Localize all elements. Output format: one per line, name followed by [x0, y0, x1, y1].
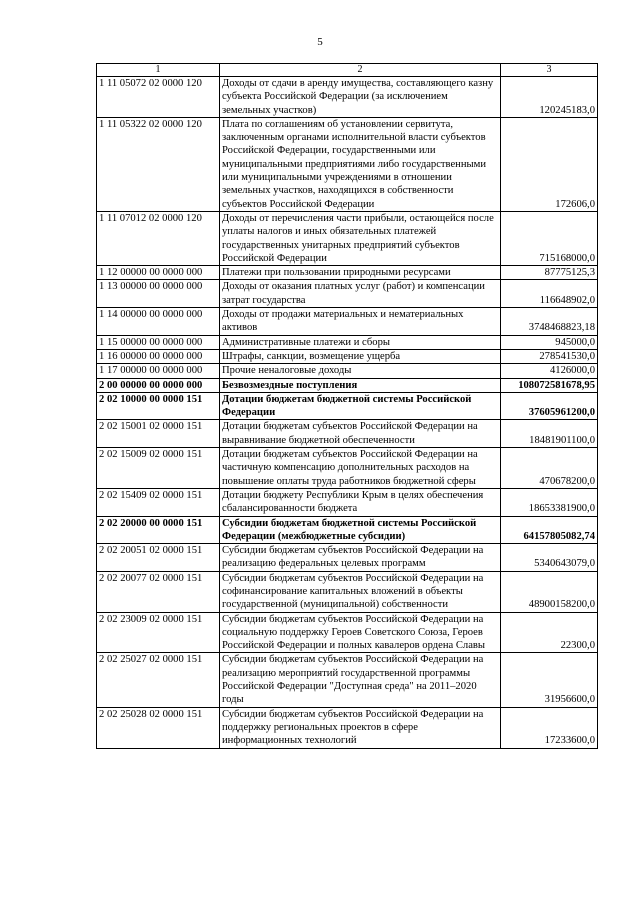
column-header-1: 1 [97, 64, 220, 77]
code-cell: 1 11 05322 02 0000 120 [97, 117, 220, 211]
name-cell: Субсидии бюджетам бюджетной системы Российской Федерации (межбюджетные субсидии) [220, 516, 501, 544]
revenue-table [96, 63, 598, 749]
code-cell: 1 11 05072 02 0000 120 [97, 77, 220, 118]
name-cell: Дотации бюджетам бюджетной системы Российской Федерации [220, 392, 501, 420]
value-cell: 18481901100,0 [501, 420, 598, 448]
name-cell: Прочие неналоговые доходы [220, 364, 501, 378]
value-cell: 18653381900,0 [501, 488, 598, 516]
table-row [97, 211, 598, 265]
value-cell: 120245183,0 [501, 77, 598, 118]
value-cell: 31956600,0 [501, 653, 598, 707]
value-cell: 48900158200,0 [501, 571, 598, 612]
value-cell: 108072581678,95 [501, 378, 598, 392]
code-cell: 2 02 15409 02 0000 151 [97, 488, 220, 516]
table-row [97, 392, 598, 420]
code-cell: 1 15 00000 00 0000 000 [97, 335, 220, 349]
code-cell: 2 02 20000 00 0000 151 [97, 516, 220, 544]
value-cell: 64157805082,74 [501, 516, 598, 544]
table-row [97, 364, 598, 378]
table-row [97, 308, 598, 336]
name-cell: Безвозмездные поступления [220, 378, 501, 392]
value-cell: 470678200,0 [501, 448, 598, 489]
table-row [97, 707, 598, 748]
name-cell: Плата по соглашениям об установлении сервитута, заключенным органами исполнительной власти субъектов Российской Федерации, государственными или муниципальными предприятиями либо государственными или муниципальными учреждениями в отношении земельных участков, находящихся в собственности субъектов Российской Федерации [220, 117, 501, 211]
code-cell: 1 14 00000 00 0000 000 [97, 308, 220, 336]
table-row [97, 516, 598, 544]
table-row [97, 280, 598, 308]
table-row [97, 448, 598, 489]
name-cell: Дотации бюджету Республики Крым в целях обеспечения сбалансированности бюджета [220, 488, 501, 516]
name-cell: Дотации бюджетам субъектов Российской Федерации на выравнивание бюджетной обеспеченности [220, 420, 501, 448]
value-cell: 5340643079,0 [501, 544, 598, 572]
name-cell: Субсидии бюджетам субъектов Российской Федерации на поддержку региональных проектов в сфере информационных технологий [220, 707, 501, 748]
value-cell: 4126000,0 [501, 364, 598, 378]
value-cell: 116648902,0 [501, 280, 598, 308]
name-cell: Доходы от оказания платных услуг (работ) и компенсации затрат государства [220, 280, 501, 308]
code-cell: 2 02 20077 02 0000 151 [97, 571, 220, 612]
name-cell: Субсидии бюджетам субъектов Российской Федерации на реализацию федеральных целевых программ [220, 544, 501, 572]
code-cell: 2 02 23009 02 0000 151 [97, 612, 220, 653]
name-cell: Административные платежи и сборы [220, 335, 501, 349]
table-row [97, 378, 598, 392]
name-cell: Субсидии бюджетам субъектов Российской Федерации на софинансирование капитальных вложений в объекты государственной (муниципальной) собственности [220, 571, 501, 612]
value-cell: 87775125,3 [501, 266, 598, 280]
table-row [97, 266, 598, 280]
code-cell: 2 02 15009 02 0000 151 [97, 448, 220, 489]
value-cell: 945000,0 [501, 335, 598, 349]
value-cell: 17233600,0 [501, 707, 598, 748]
value-cell: 37605961200,0 [501, 392, 598, 420]
value-cell: 172606,0 [501, 117, 598, 211]
table-row [97, 544, 598, 572]
name-cell: Доходы от перечисления части прибыли, остающейся после уплаты налогов и иных обязательных платежей государственных унитарных предприятий субъектов Российской Федерации [220, 211, 501, 265]
column-header-2: 2 [220, 64, 501, 77]
table-header-row [97, 64, 598, 77]
table-row [97, 653, 598, 707]
table-row [97, 349, 598, 363]
page-number: 5 [317, 36, 323, 48]
code-cell: 1 16 00000 00 0000 000 [97, 349, 220, 363]
code-cell: 2 02 20051 02 0000 151 [97, 544, 220, 572]
value-cell: 715168000,0 [501, 211, 598, 265]
code-cell: 2 02 25027 02 0000 151 [97, 653, 220, 707]
column-header-3: 3 [501, 64, 598, 77]
table-row [97, 571, 598, 612]
name-cell: Доходы от продажи материальных и нематериальных активов [220, 308, 501, 336]
table-row [97, 335, 598, 349]
table-row [97, 488, 598, 516]
name-cell: Платежи при пользовании природными ресурсами [220, 266, 501, 280]
value-cell: 3748468823,18 [501, 308, 598, 336]
code-cell: 2 02 15001 02 0000 151 [97, 420, 220, 448]
code-cell: 2 02 10000 00 0000 151 [97, 392, 220, 420]
name-cell: Дотации бюджетам субъектов Российской Федерации на частичную компенсацию дополнительных расходов на повышение оплаты труда работников бюджетной сферы [220, 448, 501, 489]
name-cell: Доходы от сдачи в аренду имущества, составляющего казну субъекта Российской Федерации (за исключением земельных участков) [220, 77, 501, 118]
code-cell: 2 00 00000 00 0000 000 [97, 378, 220, 392]
name-cell: Субсидии бюджетам субъектов Российской Федерации на социальную поддержку Героев Советского Союза, Героев Российской Федерации и полных кавалеров ордена Славы [220, 612, 501, 653]
table-row [97, 612, 598, 653]
code-cell: 1 13 00000 00 0000 000 [97, 280, 220, 308]
table-row [97, 420, 598, 448]
name-cell: Штрафы, санкции, возмещение ущерба [220, 349, 501, 363]
table-row [97, 117, 598, 211]
table-row [97, 77, 598, 118]
code-cell: 1 11 07012 02 0000 120 [97, 211, 220, 265]
code-cell: 1 17 00000 00 0000 000 [97, 364, 220, 378]
code-cell: 1 12 00000 00 0000 000 [97, 266, 220, 280]
code-cell: 2 02 25028 02 0000 151 [97, 707, 220, 748]
name-cell: Субсидии бюджетам субъектов Российской Федерации на реализацию мероприятий государственной программы Российской Федерации "Доступная среда" на 2011–2020 годы [220, 653, 501, 707]
value-cell: 22300,0 [501, 612, 598, 653]
value-cell: 278541530,0 [501, 349, 598, 363]
